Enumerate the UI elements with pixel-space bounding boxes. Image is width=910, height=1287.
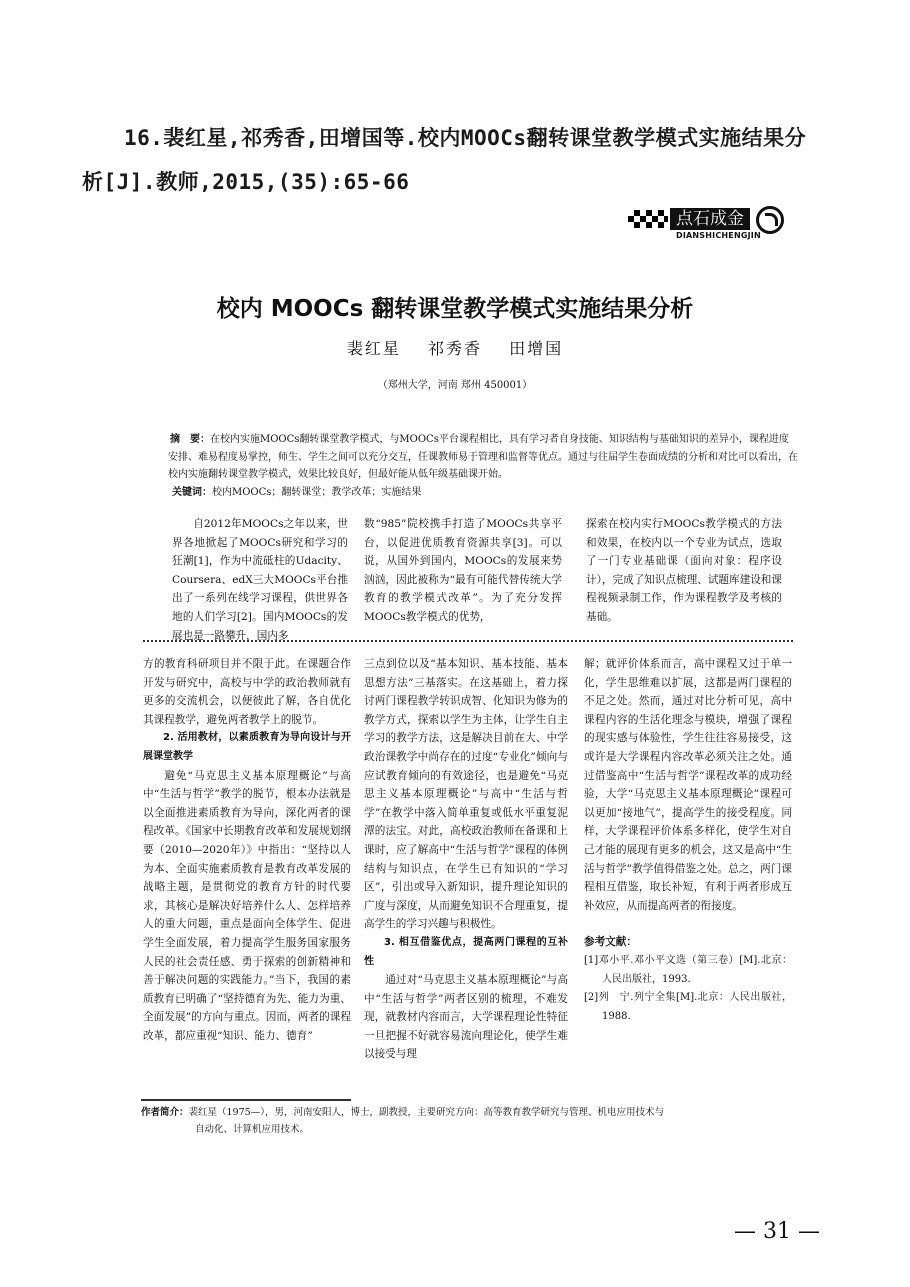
abstract-text: 在校内实施MOOCs翻转课堂教学模式，与MOOCs平台课程相比，具有学习者自身技能、知识结构与基础知识的差异小，课程进度安排、难易程度易掌控，师生、学生之间可以充分交互，任课教师易于管理和监督等优点。通过与往届学生卷面成绩的分析和对比可以看出，在校内实施翻转课堂教学模式，效果比较良好，但最好能从低年级基础课开始。 xyxy=(168,434,798,480)
section-divider xyxy=(143,640,793,642)
article-authors xyxy=(0,336,910,359)
column-badge xyxy=(628,206,788,246)
circle-logo-icon xyxy=(756,206,784,234)
citation-line-2: 析[J].教师,2015,(35):65-66 xyxy=(82,170,410,194)
abstract-label: 摘 要： xyxy=(170,434,210,445)
author: 裴红星 xyxy=(346,339,401,358)
footnote-divider xyxy=(141,1099,351,1101)
body-top-column-2 xyxy=(364,515,562,627)
keywords-label: 关键词： xyxy=(172,486,212,498)
badge-label: 点石成金 xyxy=(670,208,750,230)
author: 祁秀香 xyxy=(427,339,482,358)
affiliation: （郑州大学，河南 郑州 450001） xyxy=(377,380,533,391)
reference-item: [2]列 宁.列宁全集[M].北京：人民出版社，1988. xyxy=(584,992,792,1022)
paragraph: 解；就评价体系而言，高中课程又过于单一化，学生思维难以扩展，这都是两门课程的不足之处。然而，通过对比分析可见，高中课程内容的生活化理念与模块，增强了课程的现实感与体验性，学生往往容易接受，这或许是大学课程内容改革必须关注之处。通过借鉴高中“生活与哲学”课程改革的成功经验，大学“马克思主义基本原理概论”课程可以更加“接地气”，提高学生的接受程度。同样，大学课程评价体系多样化，使学生对自己才能的展现有更多的机会，这又是高中“生活与哲学”教学值得借鉴之处。总之，两门课程相互借鉴，取长补短，有利于两者形成互补效应，从而提高两者的衔接度。 xyxy=(584,658,792,912)
footnote-text: 裴红星（1975—），男，河南安阳人，博士，副教授，主要研究方向：高等教育教学研究与管理、机电应用技术与 xyxy=(188,1107,664,1118)
body-bottom-column-2 xyxy=(364,655,568,1064)
section-heading: 2. 活用教材，以素质教育为导向设计与开展课堂教学 xyxy=(143,732,351,762)
author: 田增国 xyxy=(509,339,564,358)
abstract xyxy=(168,431,798,501)
paragraph: 数“985”院校携手打造了MOOCs共享平台，以促进优质教育资源共享[3]。可以说，从国外到国内，MOOCs的发展来势汹汹，因此被称为“最有可能代替传统大学教育的教学模式改革”。为了充分发挥MOOCs教学模式的优势， xyxy=(364,518,562,623)
checker-pattern-icon xyxy=(628,210,668,228)
footnote-label: 作者简介： xyxy=(141,1107,189,1118)
paragraph: 避免“马克思主义基本原理概论”与高中“生活与哲学”教学的脱节，根本办法就是以全面推进素质教育为导向，深化两者的课程改革。《国家中长期教育改革和发展规划纲要（2010—2020年）》中指出：“坚持以人为本、全面实施素质教育是教育改革发展的战略主题，是贯彻党的教育方针的时代要求，其核心是解决好培养什么人、怎样培养人的重大问题，重点是面向全体学生、促进学生全面发展，着力提高学生服务国家服务人民的社会责任感、勇于探索的创新精神和善于解决问题的实践能力。”当下，我国的素质教育已明确了“坚持德育为先、能力为重、全面发展”的方向与重点。因而，两者的课程改革，都应重视“知识、能力、德育” xyxy=(143,769,351,1042)
paragraph: 方的教育科研项目并不限于此。在课题合作开发与研究中，高校与中学的政治教师就有更多的交流机会，以便彼此了解，各自优化其课程教学，避免两者教学上的脱节。 xyxy=(143,658,351,726)
paragraph: 三点到位以及“基本知识、基本技能、基本思想方法”三基落实。在这基础上，着力探讨两门课程教学转识成智、化知识为修为的教学方式，探索以学生为主体，让学生自主学习的教学方法，这是解决目前在大、中学政治课教学中尚存在的过度“专业化”倾向与应试教育倾向的有效途径，也是避免“马克思主义基本原理概论”与高中“生活与哲学”在教学中落入简单重复或低水平重复泥潭的法宝。对此，高校政治教师在备课和上课时，应了解高中“生活与哲学”课程的体例结构与知识点，在学生已有知识的“学习区”，引出或导入新知识，提升理论知识的广度与深度，从而避免知识不合理重复，提高学生的学习兴趣与积极性。 xyxy=(364,658,568,931)
body-bottom-column-3 xyxy=(584,655,792,1026)
section-heading: 3. 相互借鉴优点，提高两门课程的互补性 xyxy=(364,936,568,967)
author-footnote xyxy=(141,1104,801,1138)
reference-item: [1]邓小平.邓小平文选（第三卷）[M].北京：人民出版社，1993. xyxy=(584,954,792,985)
badge-pinyin: DIANSHICHENGJIN xyxy=(676,231,761,240)
paragraph: 通过对“马克思主义基本原理概论”与高中“生活与哲学”两者区别的梳理，不难发现，就教材内容而言，大学课程理论性特征一旦把握不好就容易流向理论化，使学生难以接受与理 xyxy=(364,974,568,1061)
body-top-column-1 xyxy=(172,515,348,645)
keywords-text: 校内MOOCs；翻转课堂；教学改革；实施结果 xyxy=(212,486,422,498)
citation-line-1: 16.裴红星,祁秀香,田增国等.校内MOOCs翻转课堂教学模式实施结果分 xyxy=(124,126,807,150)
body-bottom-column-1 xyxy=(143,655,351,1045)
body-top-column-3 xyxy=(586,515,782,627)
footnote-text-cont: 自动化、计算机应用技术。 xyxy=(195,1124,310,1135)
paragraph: 自2012年MOOCs之年以来，世界各地掀起了MOOCs研究和学习的狂潮[1]，作为中流砥柱的Udacity、Coursera、edX三大MOOCs平台推出了一系列在线学习课程，供世界各地的人们学习[2]。国内MOOCs的发展也是一路攀升，国内多 xyxy=(172,518,348,642)
page-number: — 31 — xyxy=(734,1219,820,1244)
article-title: 校内 MOOCs 翻转课堂教学模式实施结果分析 xyxy=(216,296,694,322)
paragraph: 探索在校内实行MOOCs教学模式的方法和效果，在校内以一个专业为试点，选取了一门专业基础课（面向对象：程序设计），完成了知识点梳理、试题库建设和课程视频录制工作，作为课程教学及考核的基础。 xyxy=(586,518,782,623)
references-heading: 参考文献： xyxy=(584,936,637,949)
